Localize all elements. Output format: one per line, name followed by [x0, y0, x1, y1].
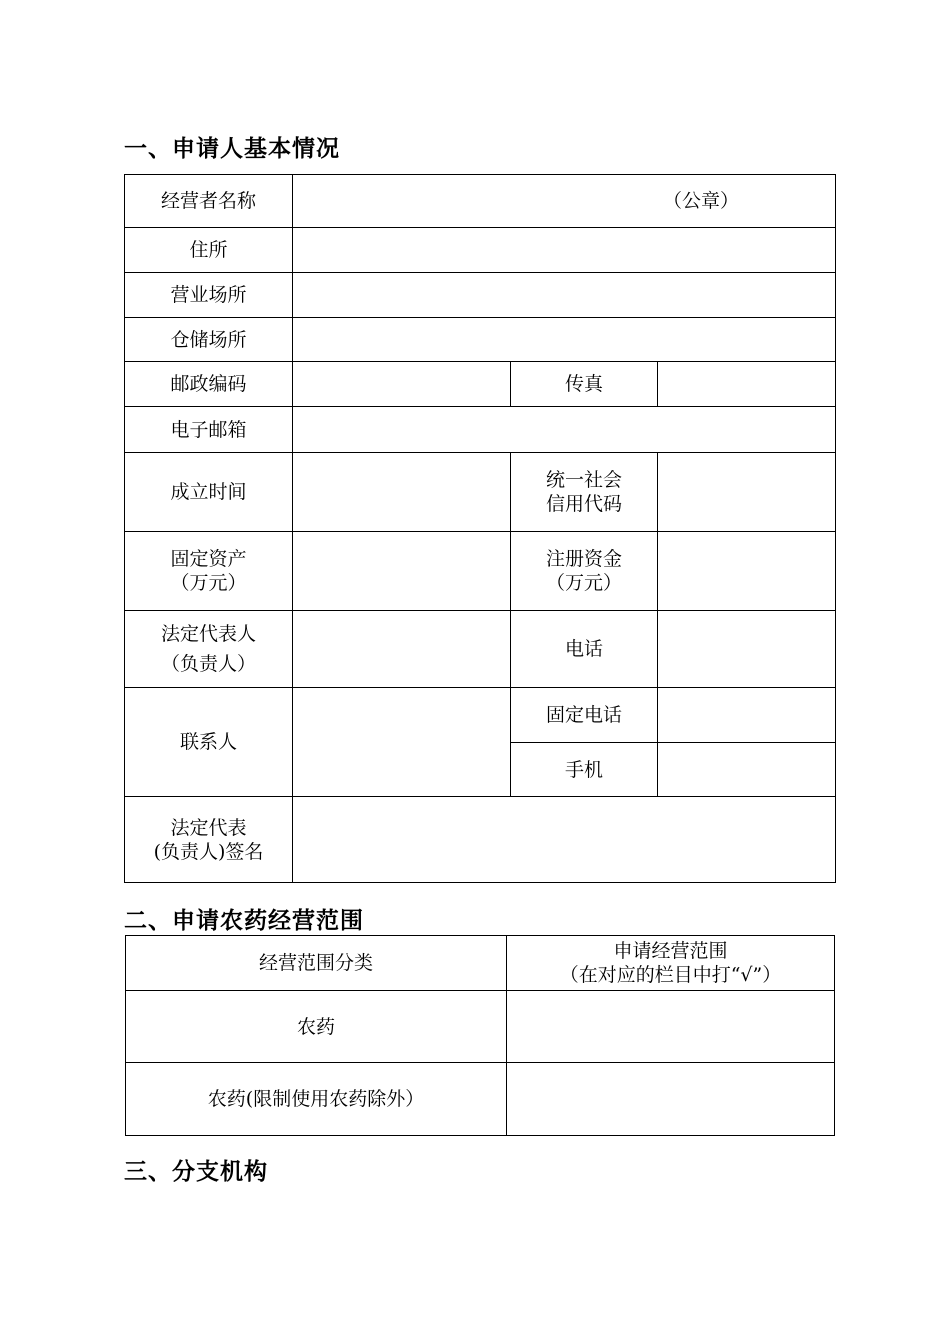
legal-rep-label-line-1: 法定代表人	[160, 623, 256, 645]
scope-category-header: 经营范围分类	[126, 936, 507, 991]
signature-label-line-2: (负责人)签名	[153, 840, 264, 863]
phone-label: 电话	[511, 611, 658, 688]
storage-premises-label: 仓储场所	[125, 318, 293, 362]
business-premises-label: 营业场所	[125, 273, 293, 318]
fixed-assets-field[interactable]	[293, 532, 511, 611]
landline-label: 固定电话	[511, 688, 658, 743]
mobile-field[interactable]	[658, 743, 836, 797]
scope-apply-header-line-1: 申请经营范围	[613, 940, 728, 962]
applicant-info-table	[124, 174, 836, 883]
mobile-label: 手机	[511, 743, 658, 797]
email-label: 电子邮箱	[125, 407, 293, 453]
scope-apply-header-line-2: （在对应的栏目中打“√”）	[559, 964, 782, 986]
scope-pesticide-checkbox-cell[interactable]	[507, 991, 835, 1063]
scope-pesticide-restricted-label: 农药(限制使用农药除外）	[126, 1063, 507, 1136]
business-premises-field[interactable]	[293, 273, 836, 318]
postal-code-field[interactable]	[293, 362, 511, 407]
email-field[interactable]	[293, 407, 836, 453]
legal-rep-field[interactable]	[293, 611, 511, 688]
legal-rep-label	[125, 611, 293, 688]
registered-capital-label-line-1: 注册资金	[545, 548, 622, 570]
contact-label: 联系人	[125, 688, 293, 797]
contact-field[interactable]	[293, 688, 511, 797]
section-2-heading: 二、申请农药经营范围	[124, 908, 364, 934]
business-scope-table	[125, 935, 835, 1136]
signature-label-line-1: 法定代表	[170, 816, 247, 839]
fixed-assets-label	[125, 532, 293, 611]
legal-rep-label-line-2: （负责人）	[160, 653, 256, 675]
credit-code-label-line-1: 统一社会	[545, 469, 622, 491]
section-1-heading: 一、申请人基本情况	[124, 136, 340, 162]
landline-field[interactable]	[658, 688, 836, 743]
fax-field[interactable]	[658, 362, 836, 407]
operator-name-field[interactable]	[293, 175, 836, 228]
established-label: 成立时间	[125, 453, 293, 532]
seal-note: （公章）	[663, 190, 740, 212]
fixed-assets-label-line-2: （万元）	[170, 572, 247, 594]
scope-pesticide-label: 农药	[126, 991, 507, 1063]
postal-code-label: 邮政编码	[125, 362, 293, 407]
address-label: 住所	[125, 228, 293, 273]
phone-field[interactable]	[658, 611, 836, 688]
credit-code-field[interactable]	[658, 453, 836, 532]
registered-capital-label-line-2: （万元）	[545, 572, 622, 594]
operator-name-label: 经营者名称	[125, 175, 293, 228]
credit-code-label-line-2: 信用代码	[545, 493, 622, 515]
storage-premises-field[interactable]	[293, 318, 836, 362]
section-3-heading: 三、分支机构	[124, 1159, 268, 1185]
fixed-assets-label-line-1: 固定资产	[170, 548, 247, 570]
signature-field[interactable]	[293, 797, 836, 883]
fax-label: 传真	[511, 362, 658, 407]
scope-pesticide-restricted-checkbox-cell[interactable]	[507, 1063, 835, 1136]
established-field[interactable]	[293, 453, 511, 532]
address-field[interactable]	[293, 228, 836, 273]
registered-capital-label	[511, 532, 658, 611]
registered-capital-field[interactable]	[658, 532, 836, 611]
credit-code-label	[511, 453, 658, 532]
scope-apply-header	[507, 936, 835, 991]
signature-label	[125, 797, 293, 883]
